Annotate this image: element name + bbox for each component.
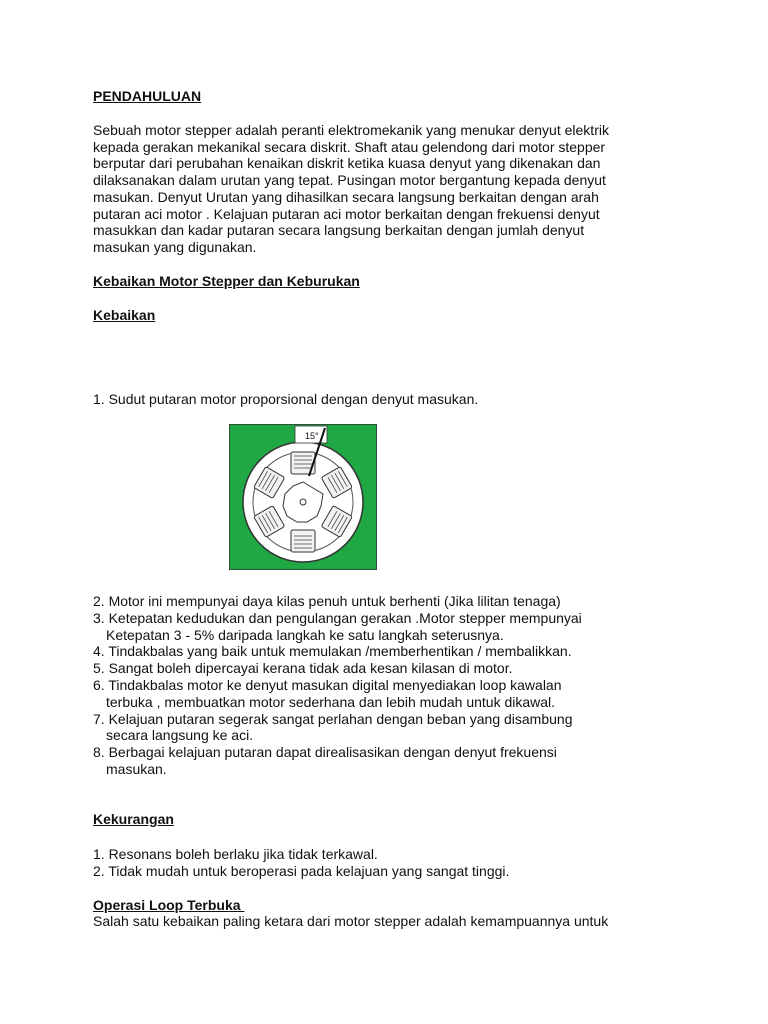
list-item-text: 2. Motor ini mempunyai daya kilas penuh untuk berhenti (Jika lilitan tenaga)	[93, 593, 561, 609]
open-loop-heading: Operasi Loop Terbuka	[93, 897, 245, 913]
stepper-motor-diagram	[229, 424, 377, 570]
intro-line: berputar dari perubahan kenaikan diskrit ketika kuasa denyut yang dikenakan dan	[93, 155, 601, 172]
intro-paragraph	[93, 122, 609, 256]
list-item-text: 7. Kelajuan putaran segerak sangat perlahan dengan beban yang disambung	[93, 710, 573, 727]
list-item	[93, 610, 582, 644]
list-item-text: 5. Sangat boleh dipercayai kerana tidak ada kesan kilasan di motor.	[93, 660, 513, 677]
stepper-motor-figure	[229, 424, 377, 570]
angle-label: 15°	[305, 431, 319, 441]
list-item-text: secara langsung ke aci.	[106, 727, 254, 744]
intro-line: masukkan dan kadar putaran secara langsung berkaitan dengan jumlah denyut	[93, 222, 585, 239]
open-loop-text: Salah satu kebaikan paling ketara dari motor stepper adalah kemampuannya untuk	[93, 913, 609, 929]
list-item-text: 1. Resonans boleh berlaku jika tidak terkawal.	[93, 846, 378, 862]
intro-line: kepada gerakan mekanikal secara diskrit. Shaft atau gelendong dari motor stepper	[93, 138, 606, 155]
list-item-text: 8. Berbagai kelajuan putaran dapat direalisasikan dengan denyut frekuensi	[93, 744, 557, 761]
intro-heading: PENDAHULUAN	[93, 88, 202, 104]
list-item-text: terbuka , membuatkan motor sederhana dan lebih mudah untuk dikawal.	[106, 693, 556, 710]
intro-line: masukan yang digunakan.	[93, 238, 257, 255]
advantages-list	[93, 593, 582, 778]
stator-pole	[291, 530, 315, 552]
intro-line: putaran aci motor . Kelajuan putaran aci motor berkaitan dengan frekuensi denyut	[93, 205, 600, 222]
list-item	[93, 660, 582, 677]
list-item	[93, 744, 582, 778]
list-item	[93, 711, 582, 745]
list-item-text: masukan.	[106, 760, 167, 777]
list-item-text: 6. Tindakbalas motor ke denyut masukan digital menyediakan loop kawalan	[93, 676, 562, 693]
disadvantages-list	[93, 846, 509, 879]
shaft	[300, 499, 306, 505]
advantage-item-1: 1. Sudut putaran motor proporsional dengan denyut masukan.	[93, 391, 479, 407]
advantages-heading: Kebaikan	[93, 307, 156, 323]
list-item-text: 2. Tidak mudah untuk beroperasi pada kelajuan yang sangat tinggi.	[93, 862, 510, 879]
section-heading: Kebaikan Motor Stepper dan Keburukan	[93, 273, 360, 289]
intro-line: dilaksanakan dalam urutan yang tepat. Pusingan motor bergantung kepada denyut	[93, 172, 606, 189]
intro-line: masukan. Denyut Urutan yang dihasilkan secara langsung berkaitan dengan arah	[93, 188, 599, 205]
list-item-text: 4. Tindakbalas yang baik untuk memulakan /memberhentikan / membalikkan.	[93, 643, 572, 660]
list-item-text: 3. Ketepatan kedudukan dan pengulangan gerakan .Motor stepper mempunyai	[93, 609, 582, 626]
list-item-text: Ketepatan 3 - 5% daripada langkah ke satu langkah seterusnya.	[106, 626, 504, 643]
list-item	[93, 677, 582, 711]
intro-line: Sebuah motor stepper adalah peranti elektromekanik yang menukar denyut elektrik	[93, 122, 609, 138]
list-item	[93, 643, 582, 660]
disadvantages-heading: Kekurangan	[93, 811, 174, 827]
list-item	[93, 593, 582, 610]
